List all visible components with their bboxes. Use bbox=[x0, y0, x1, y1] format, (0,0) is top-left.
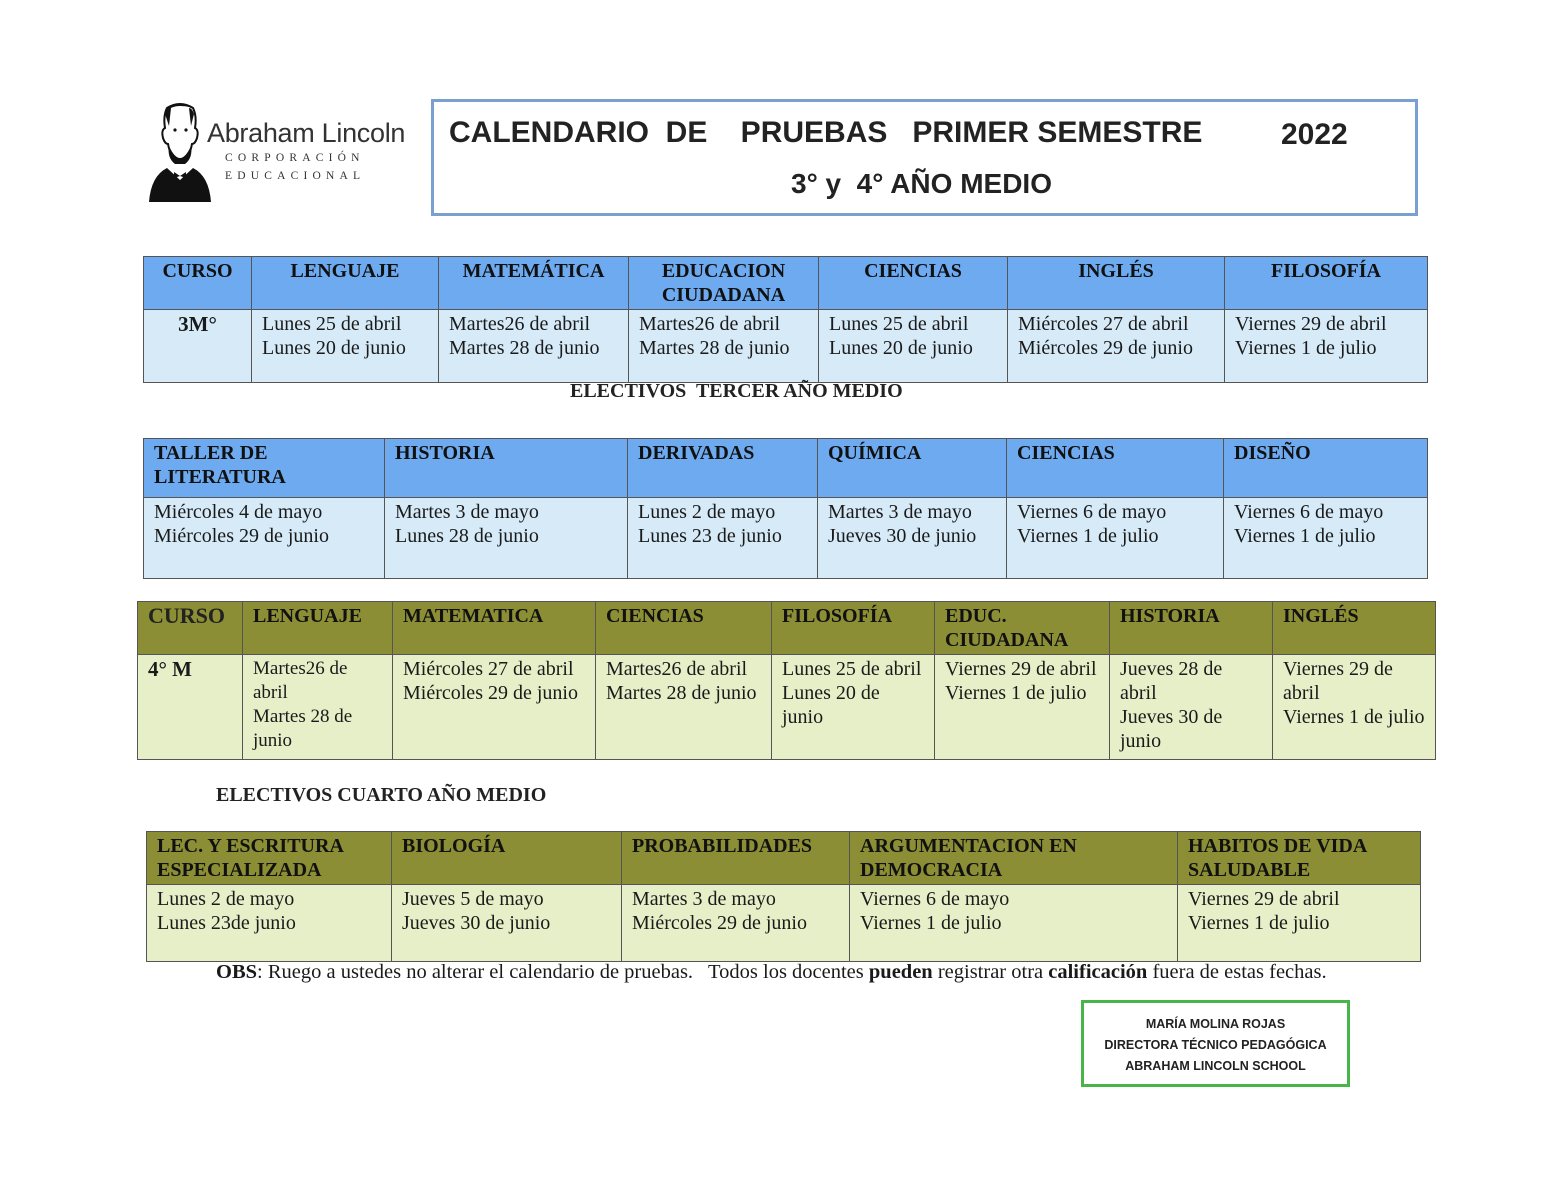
cell-lec-y-escritura-especializada: Lunes 2 de mayo Lunes 23de junio bbox=[147, 885, 392, 962]
table-electivos-4 bbox=[146, 831, 1421, 962]
header-lenguaje: LENGUAJE bbox=[243, 602, 393, 655]
cell-ingles: Viernes 29 de abril Viernes 1 de julio bbox=[1273, 655, 1436, 760]
signature-role: DIRECTORA TÉCNICO PEDAGÓGICA bbox=[1104, 1038, 1327, 1052]
cell-curso: 4° M bbox=[138, 655, 243, 760]
cell-lenguaje: Lunes 25 de abril Lunes 20 de junio bbox=[252, 310, 439, 383]
cell-ciencias: Martes26 de abril Martes 28 de junio bbox=[596, 655, 772, 760]
header-lec-y-escritura-especializada: LEC. Y ESCRITURA ESPECIALIZADA bbox=[147, 832, 392, 885]
header-argumentacion-en-democracia: ARGUMENTACION EN DEMOCRACIA bbox=[850, 832, 1178, 885]
cell-biologia: Jueves 5 de mayo Jueves 30 de junio bbox=[392, 885, 622, 962]
lincoln-portrait-icon bbox=[145, 100, 215, 205]
signature-box bbox=[1081, 1000, 1350, 1087]
logo-name: Abraham Lincoln bbox=[207, 118, 406, 148]
title-box bbox=[431, 99, 1418, 216]
electivos-3-caption: ELECTIVOS TERCER AÑO MEDIO bbox=[570, 380, 903, 402]
obs-bold-1: pueden bbox=[868, 961, 933, 983]
cell-educ-ciudadana: Viernes 29 de abril Viernes 1 de julio bbox=[935, 655, 1110, 760]
cell-ciencias: Lunes 25 de abril Lunes 20 de junio bbox=[819, 310, 1008, 383]
cell-quimica: Martes 3 de mayo Jueves 30 de junio bbox=[818, 498, 1007, 579]
header-curso: CURSO bbox=[138, 602, 243, 655]
cell-diseno: Viernes 6 de mayo Viernes 1 de julio bbox=[1224, 498, 1428, 579]
electivos-4-caption: ELECTIVOS CUARTO AÑO MEDIO bbox=[216, 784, 547, 806]
header-biologia: BIOLOGÍA bbox=[392, 832, 622, 885]
observation-note bbox=[216, 961, 1327, 984]
cell-filosofia: Viernes 29 de abril Viernes 1 de julio bbox=[1225, 310, 1428, 383]
header-historia: HISTORIA bbox=[385, 439, 628, 498]
header-curso: CURSO bbox=[144, 257, 252, 310]
header-quimica: QUÍMICA bbox=[818, 439, 1007, 498]
header-historia: HISTORIA bbox=[1110, 602, 1273, 655]
header-educacion-ciudadana: EDUCACION CIUDADANA bbox=[629, 257, 819, 310]
title-year: 2022 bbox=[1281, 118, 1348, 151]
cell-curso: 3M° bbox=[144, 310, 252, 383]
signature-name: MARÍA MOLINA ROJAS bbox=[1145, 1017, 1286, 1031]
school-logo bbox=[145, 100, 425, 210]
obs-text-3: fuera de estas fechas. bbox=[1147, 961, 1327, 983]
signature-school: ABRAHAM LINCOLN SCHOOL bbox=[1125, 1059, 1306, 1073]
header-lenguaje: LENGUAJE bbox=[252, 257, 439, 310]
table-3m bbox=[143, 256, 1428, 383]
cell-matematica: Martes26 de abril Martes 28 de junio bbox=[439, 310, 629, 383]
header-educ-ciudadana: EDUC. CIUDADANA bbox=[935, 602, 1110, 655]
obs-label: OBS bbox=[216, 961, 258, 983]
cell-educacion-ciudadana: Martes26 de abril Martes 28 de junio bbox=[629, 310, 819, 383]
cell-habitos-de-vida-saludable: Viernes 29 de abril Viernes 1 de julio bbox=[1178, 885, 1421, 962]
cell-probabilidades: Martes 3 de mayo Miércoles 29 de junio bbox=[622, 885, 850, 962]
table-4m bbox=[137, 601, 1436, 760]
page-subtitle: 3° y 4° AÑO MEDIO bbox=[791, 168, 1052, 199]
page-title: CALENDARIO DE PRUEBAS PRIMER SEMESTRE bbox=[449, 116, 1203, 149]
header-ingles: INGLÉS bbox=[1008, 257, 1225, 310]
cell-taller-de-literatura: Miércoles 4 de mayo Miércoles 29 de junio bbox=[144, 498, 385, 579]
cell-argumentacion-en-democracia: Viernes 6 de mayo Viernes 1 de julio bbox=[850, 885, 1178, 962]
cell-matematica: Miércoles 27 de abril Miércoles 29 de junio bbox=[393, 655, 596, 760]
cell-ciencias: Viernes 6 de mayo Viernes 1 de julio bbox=[1007, 498, 1224, 579]
cell-historia: Jueves 28 de abril Jueves 30 de junio bbox=[1110, 655, 1273, 760]
obs-text-1: : Ruego a ustedes no alterar el calendario de pruebas. Todos los docentes bbox=[257, 961, 869, 983]
header-derivadas: DERIVADAS bbox=[628, 439, 818, 498]
header-ciencias: CIENCIAS bbox=[596, 602, 772, 655]
cell-derivadas: Lunes 2 de mayo Lunes 23 de junio bbox=[628, 498, 818, 579]
header-ingles: INGLÉS bbox=[1273, 602, 1436, 655]
obs-bold-2: calificación bbox=[1048, 961, 1148, 983]
header-probabilidades: PROBABILIDADES bbox=[622, 832, 850, 885]
header-habitos-de-vida-saludable: HABITOS DE VIDA SALUDABLE bbox=[1178, 832, 1421, 885]
header-matematica: MATEMÁTICA bbox=[439, 257, 629, 310]
header-filosofia: FILOSOFÍA bbox=[1225, 257, 1428, 310]
header-filosofia: FILOSOFÍA bbox=[772, 602, 935, 655]
cell-filosofia: Lunes 25 de abril Lunes 20 de junio bbox=[772, 655, 935, 760]
header-matematica: MATEMATICA bbox=[393, 602, 596, 655]
cell-historia: Martes 3 de mayo Lunes 28 de junio bbox=[385, 498, 628, 579]
header-taller-de-literatura: TALLER DE LITERATURA bbox=[144, 439, 385, 498]
logo-subtitle-2: EDUCACIONAL bbox=[225, 170, 366, 182]
logo-subtitle-1: CORPORACIÓN bbox=[225, 152, 365, 164]
cell-ingles: Miércoles 27 de abril Miércoles 29 de junio bbox=[1008, 310, 1225, 383]
header-diseno: DISEÑO bbox=[1224, 439, 1428, 498]
header-ciencias: CIENCIAS bbox=[1007, 439, 1224, 498]
table-electivos-3 bbox=[143, 438, 1428, 579]
cell-lenguaje: Martes26 de abril Martes 28 de junio bbox=[243, 655, 393, 760]
header-ciencias: CIENCIAS bbox=[819, 257, 1008, 310]
obs-text-2: registrar otra bbox=[932, 961, 1049, 983]
